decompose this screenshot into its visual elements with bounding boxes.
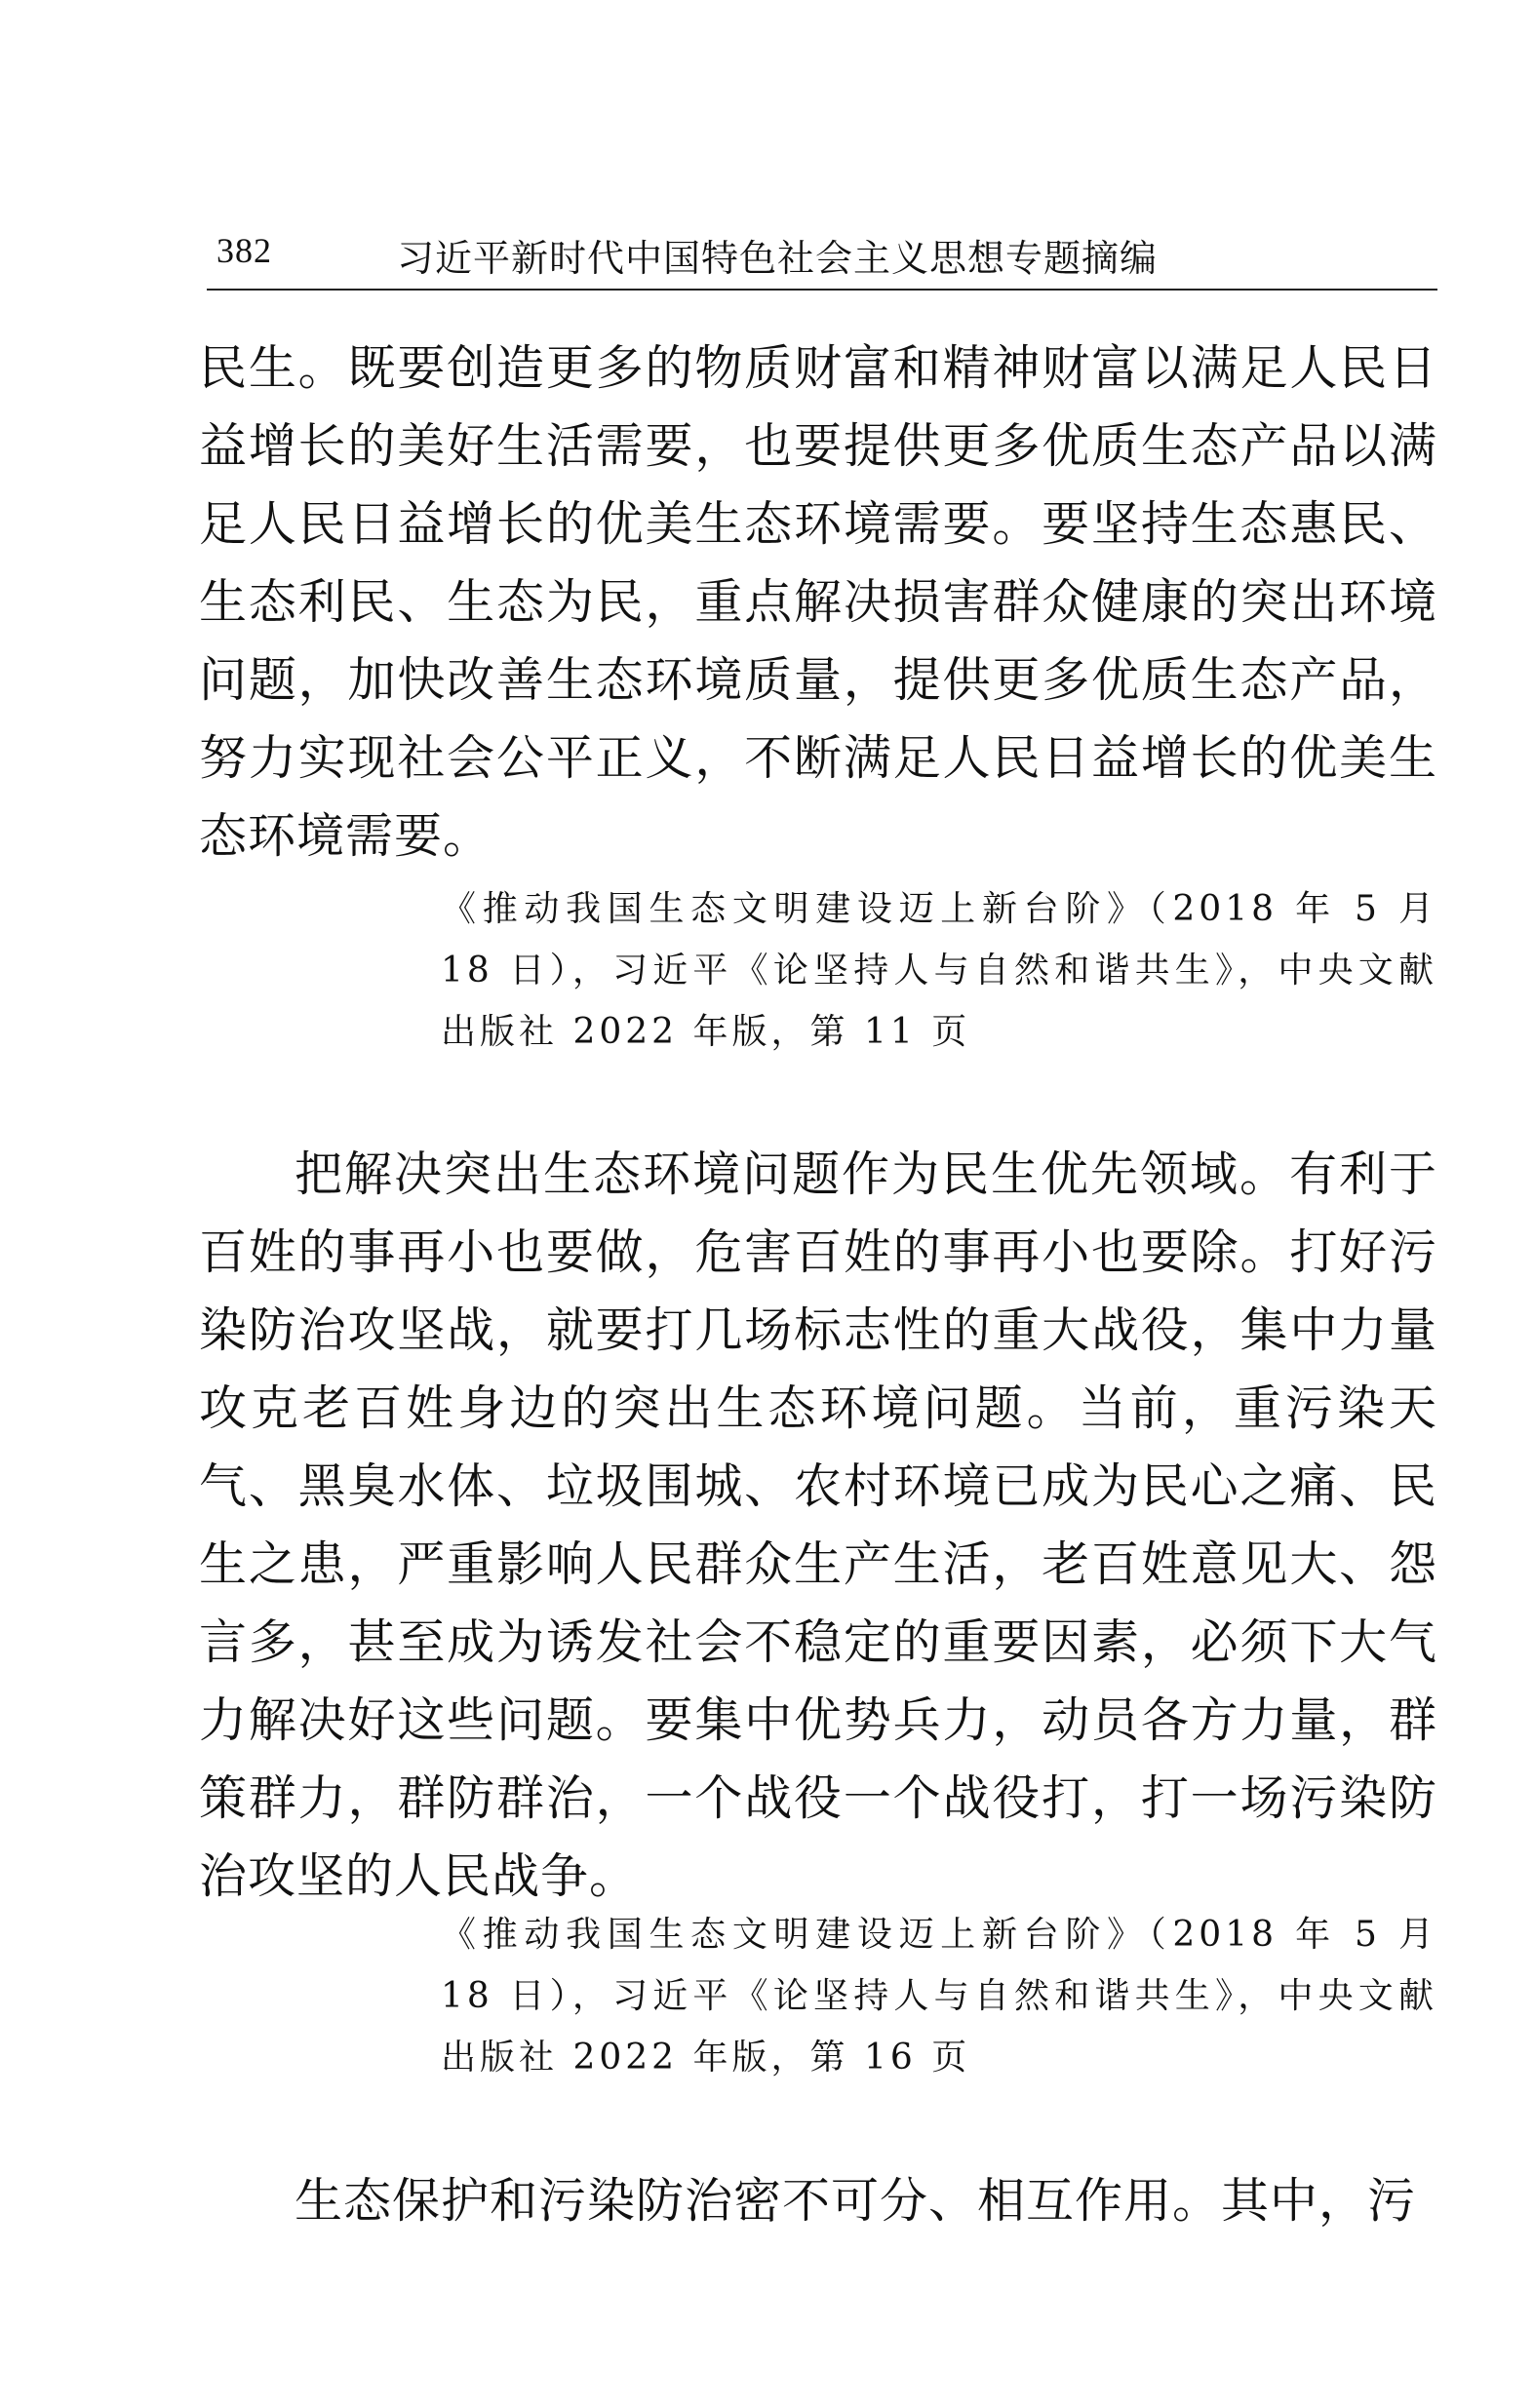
body-paragraph-1: 民生。既要创造更多的物质财富和精神财富以满足人民日益增长的美好生活需要，也要提供更多优质生态产品以满足人民日益增长的优美生态环境需要。要坚持生态惠民、生态利民、生态为民，重点解决损害群众健康的突出环境问题，加快改善生态环境质量，提供更多优质生态产品，努力实现社会公平正义，不断满足人民日益增长的优美生态环境需要。	[199, 340, 1437, 864]
body-paragraph-3: 生态保护和污染防治密不可分、相互作用。其中，污	[295, 2173, 1417, 2229]
page-header	[207, 226, 1437, 291]
body-paragraph-2: 把解决突出生态环境问题作为民生优先领域。有利于百姓的事再小也要做，危害百姓的事再小也要除。打好污染防治攻坚战，就要打几场标志性的重大战役，集中力量攻克老百姓身边的突出生态环境问题。当前，重污染天气、黑臭水体、垃圾围城、农村环境已成为民心之痛、民生之患，严重影响人民群众生产生活，老百姓意见大、怨言多，甚至成为诱发社会不稳定的重要因素，必须下大气力解决好这些问题。要集中优势兵力，动员各方力量，群策群力，群防群治，一个战役一个战役打，打一场污染防治攻坚的人民战争。	[199, 1146, 1437, 1904]
source-citation-1: 《推动我国生态文明建设迈上新台阶》（2018 年 5 月 18 日），习近平《论坚持人与自然和谐共生》，中央文献出版社 2022 年版，第 11 页	[441, 889, 1437, 1052]
source-citation-2: 《推动我国生态文明建设迈上新台阶》（2018 年 5 月 18 日），习近平《论坚持人与自然和谐共生》，中央文献出版社 2022 年版，第 16 页	[441, 1915, 1437, 2078]
page-number: 382	[216, 231, 272, 270]
running-title: 习近平新时代中国特色社会主义思想专题摘编	[397, 237, 1159, 280]
